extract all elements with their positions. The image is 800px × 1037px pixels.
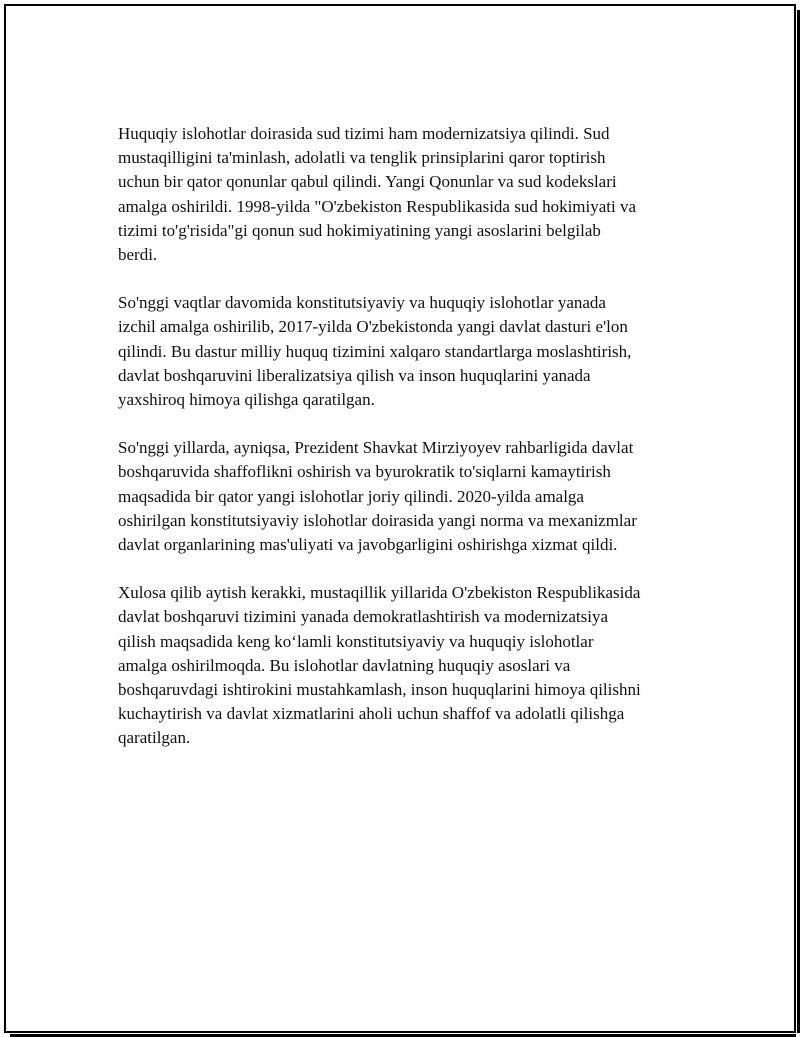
document-body bbox=[118, 122, 694, 775]
paragraph-recent-reforms: So'nggi yillarda, ayniqsa, Prezident Shavkat Mirziyoyev rahbarligida davlat boshqaruvida shaffoflikni oshirish va byurokratik to'siqlarni kamaytirish maqsadida bir qator yangi islohotlar joriy qilindi. 2020-yilda amalga oshirilgan konstitutsiyaviy islohotlar doirasida yangi norma va mexanizmlar davlat organlarining mas'uliyati va javobgarligini oshirishga xizmat qildi. bbox=[118, 438, 637, 555]
paragraph-judicial-reform: Huquqiy islohotlar doirasida sud tizimi ham modernizatsiya qilindi. Sud mustaqilligini ta'minlash, adolatli va tenglik prinsiplarini qaror toptirish uchun bir qator qonunlar qabul qilindi. Yangi Qonunlar va sud kodekslari amalga oshirildi. 1998-yilda "O'zbekiston Respublikasida sud hokimiyati va tizimi to'g'risida"gi qonun sud hokimiyatining yangi asoslarini belgilab berdi. bbox=[118, 124, 637, 265]
paragraph-2017-program: So'nggi vaqtlar davomida konstitutsiyaviy va huquqiy islohotlar yanada izchil amalga oshirilib, 2017-yilda O'zbekistonda yangi davlat dasturi e'lon qilindi. Bu dastur milliy huquq tizimini xalqaro standartlarga moslashtirish, davlat boshqaruvini liberalizatsiya qilish va inson huquqlarini yanada yaxshiroq himoya qilishga qaratilgan. bbox=[118, 293, 632, 410]
document-page bbox=[4, 4, 796, 1033]
paragraph-conclusion: Xulosa qilib aytish kerakki, mustaqillik yillarida O'zbekiston Respublikasida davlat boshqaruvi tizimini yanada demokratlashtirish va modernizatsiya qilish maqsadida keng ko‘lamli konstitutsiyaviy va huquqiy islohotlar amalga oshirilmoqda. Bu islohotlar davlatning huquqiy asoslari va boshqaruvdagi ishtirokini mustahkamlash, inson huquqlarini himoya qilishni kuchaytirish va davlat xizmatlarini aholi uchun shaffof va adolatli qilishga qaratilgan. bbox=[118, 583, 641, 748]
